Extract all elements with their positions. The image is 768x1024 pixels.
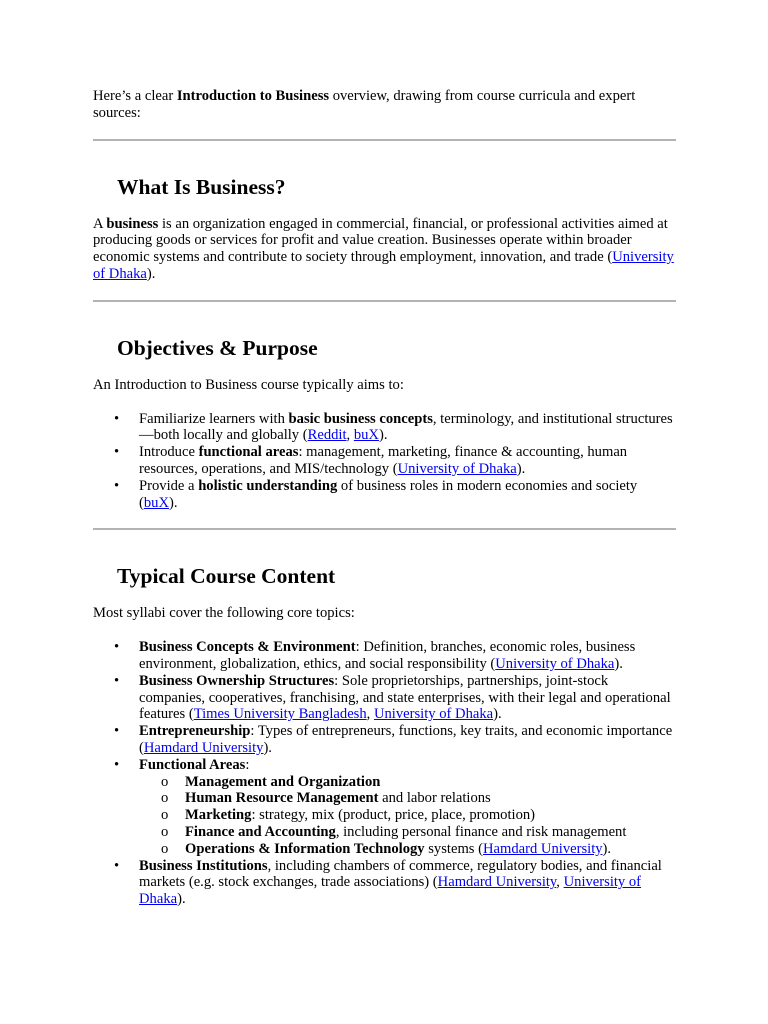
bold-term: Functional Areas bbox=[139, 756, 246, 773]
text: , bbox=[366, 706, 374, 723]
objectives-list bbox=[93, 411, 676, 512]
text: ). bbox=[177, 891, 186, 908]
text: , terminology, and institutional structures—both locally and globally ( bbox=[139, 410, 673, 444]
text: of business roles in modern economies and society ( bbox=[139, 477, 638, 511]
text: is an organization engaged in commercial, financial, or professional activities aimed at producing goods or services for profit and value creation. Businesses operate within broader economic systems and contribute to society through employment, innovation, and trade ( bbox=[93, 215, 668, 266]
divider bbox=[93, 528, 676, 530]
text: Provide a bbox=[139, 477, 199, 494]
text: ). bbox=[516, 460, 526, 477]
text: : Types of entrepreneurs, functions, key traits, and economic importance ( bbox=[139, 723, 673, 756]
text: : Definition, branches, economic roles, business environment, globalization, ethics, and social responsibility ( bbox=[139, 639, 636, 672]
list-item bbox=[93, 444, 676, 478]
intro-text-end: overview, drawing from course curricula and expert sources: bbox=[93, 88, 636, 121]
document-page bbox=[93, 88, 676, 908]
text: : Sole proprietorships, partnerships, joint-stock companies, cooperatives, franchising, and state enterprises, with their legal and operational features ( bbox=[139, 672, 671, 723]
intro-text: Here’s a clear bbox=[93, 88, 177, 104]
text: , including personal finance and risk management bbox=[335, 823, 627, 840]
bold-term: basic business concepts bbox=[288, 410, 433, 427]
text: , bbox=[556, 874, 560, 891]
intro-paragraph bbox=[93, 88, 676, 122]
link-university-of-dhaka[interactable]: University of Dhaka bbox=[397, 460, 517, 477]
intro-bold: Introduction to Business bbox=[176, 88, 330, 104]
bold-term: Operations & Information Technology bbox=[185, 840, 425, 857]
section-heading-what-is-business: What Is Business? bbox=[117, 174, 286, 199]
sublist-item bbox=[139, 790, 676, 807]
text: and labor relations bbox=[378, 790, 491, 807]
bold-term: functional areas bbox=[198, 444, 299, 461]
bold-term: Finance and Accounting bbox=[185, 823, 336, 840]
bold-term: business bbox=[106, 215, 159, 232]
text: Familiarize learners with bbox=[139, 410, 289, 427]
bold-term: Management and Organization bbox=[185, 773, 381, 790]
link-times-university-bangladesh[interactable]: Times University Bangladesh bbox=[193, 706, 367, 723]
text: : strategy, mix (product, price, place, promotion) bbox=[251, 807, 536, 824]
text: : management, marketing, finance & accounting, human resources, operations, and MIS/technology ( bbox=[139, 444, 628, 477]
divider bbox=[93, 300, 676, 302]
text: : bbox=[245, 756, 250, 773]
bold-term: Business Concepts & Environment bbox=[139, 639, 356, 656]
link-reddit[interactable]: Reddit bbox=[307, 427, 347, 444]
text: , including chambers of commerce, regulatory bodies, and financial markets (e.g. stock exchanges, trade associations) ( bbox=[139, 857, 662, 891]
divider bbox=[93, 139, 676, 141]
section-heading-course-content: Typical Course Content bbox=[117, 564, 336, 589]
list-item bbox=[93, 639, 676, 673]
link-university-of-dhaka[interactable]: University of Dhaka bbox=[139, 874, 642, 908]
text: ). bbox=[146, 265, 156, 282]
link-bux[interactable]: buX bbox=[353, 427, 379, 444]
functional-areas-sublist bbox=[139, 774, 676, 858]
list-item bbox=[93, 757, 676, 858]
section-heading-objectives: Objectives & Purpose bbox=[117, 335, 318, 360]
list-item bbox=[93, 411, 676, 445]
list-item bbox=[93, 673, 676, 723]
bold-term: Business Institutions bbox=[139, 857, 268, 874]
list-item bbox=[93, 723, 676, 757]
text: ). bbox=[493, 706, 502, 723]
text: ). bbox=[378, 427, 388, 444]
bold-term: Entrepreneurship bbox=[139, 723, 251, 740]
link-hamdard-university[interactable]: Hamdard University bbox=[482, 840, 603, 857]
text: ). bbox=[263, 739, 272, 756]
text: systems ( bbox=[424, 840, 483, 857]
link-university-of-dhaka[interactable]: University of Dhaka bbox=[373, 706, 494, 723]
link-bux[interactable]: buX bbox=[143, 494, 170, 511]
content-lead: Most syllabi cover the following core topics: bbox=[93, 605, 355, 622]
bold-term: Marketing bbox=[185, 807, 252, 824]
sublist-item bbox=[139, 841, 676, 858]
objectives-lead: An Introduction to Business course typically aims to: bbox=[93, 376, 404, 393]
list-item bbox=[93, 478, 676, 512]
text: A bbox=[93, 215, 107, 232]
bold-term: holistic understanding bbox=[198, 477, 338, 494]
text: , bbox=[346, 427, 354, 444]
link-hamdard-university[interactable]: Hamdard University bbox=[143, 739, 264, 756]
text: ). bbox=[169, 494, 178, 511]
list-item bbox=[93, 858, 676, 908]
text: Introduce bbox=[139, 444, 199, 461]
link-university-of-dhaka[interactable]: University of Dhaka bbox=[93, 249, 674, 282]
sublist-item bbox=[139, 807, 676, 824]
link-university-of-dhaka[interactable]: University of Dhaka bbox=[495, 655, 615, 672]
link-hamdard-university[interactable]: Hamdard University bbox=[437, 874, 557, 891]
bold-term: Business Ownership Structures bbox=[139, 672, 335, 689]
business-definition-paragraph bbox=[93, 216, 676, 283]
course-content-list bbox=[93, 639, 676, 908]
sublist-item bbox=[139, 774, 676, 791]
bold-term: Human Resource Management bbox=[185, 790, 379, 807]
text: ). bbox=[602, 840, 612, 857]
text: ). bbox=[614, 655, 623, 672]
sublist-item bbox=[139, 824, 676, 841]
